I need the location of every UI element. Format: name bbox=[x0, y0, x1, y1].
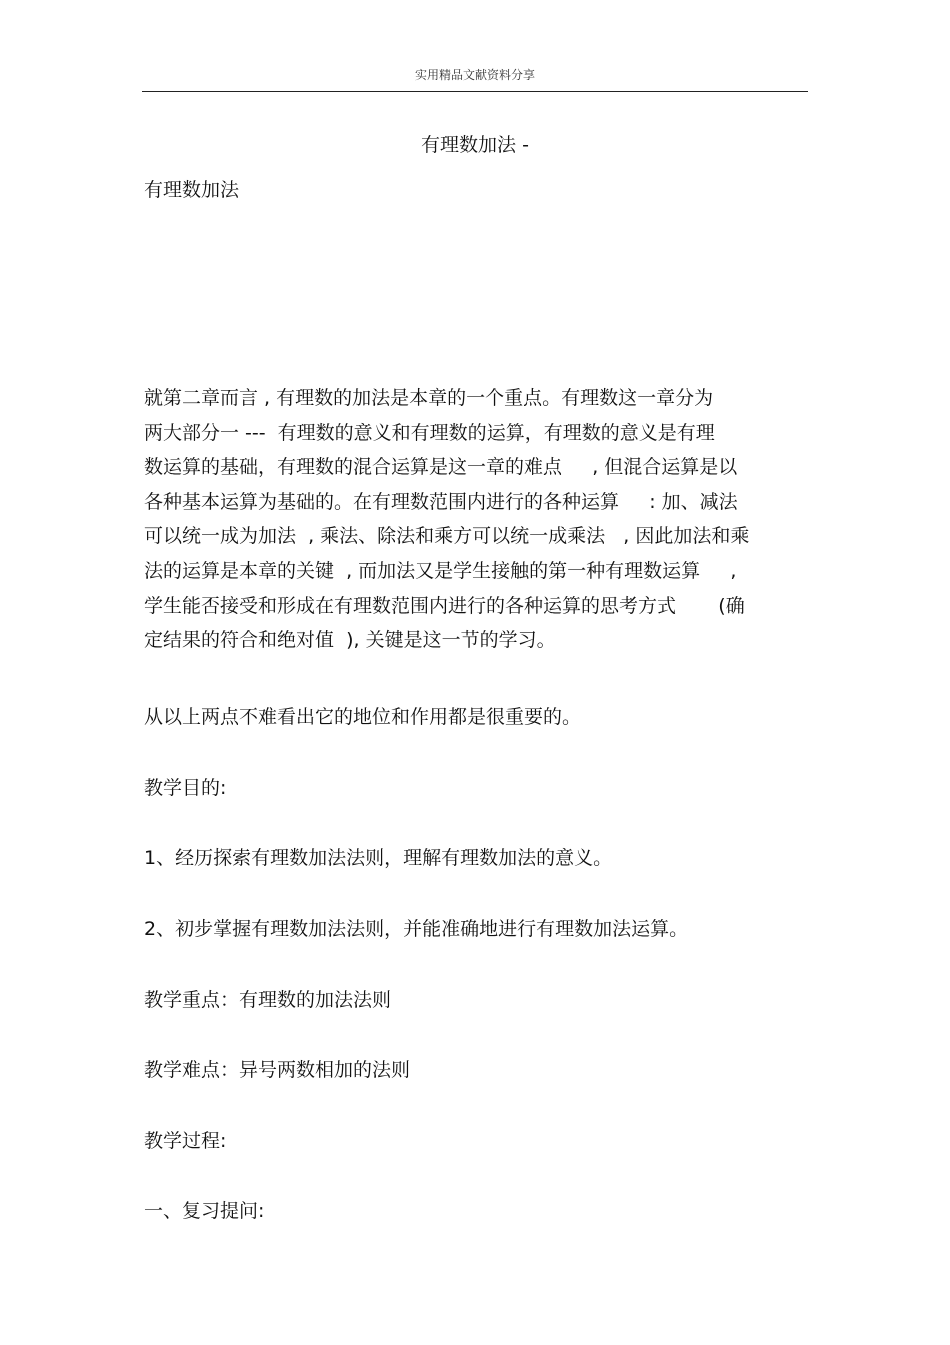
paragraph-line: 数运算的基础，有理数的混合运算是这一章的难点 , 但混合运算是以 bbox=[144, 456, 738, 479]
intro-paragraph bbox=[144, 383, 808, 660]
position-statement: 从以上两点不难看出它的地位和作用都是很重要的。 bbox=[144, 706, 582, 728]
document-subtitle: 有理数加法 bbox=[144, 179, 240, 201]
paragraph-line: 法的运算是本章的关键 , 而加法又是学生接触的第一种有理数运算 , bbox=[144, 559, 737, 582]
paragraph-line: 就第二章而言 , 有理数的加法是本章的一个重点。有理数这一章分为 bbox=[144, 387, 714, 409]
process-heading: 教学过程: bbox=[144, 1130, 227, 1152]
review-heading: 一、复习提问: bbox=[144, 1200, 265, 1222]
paragraph-line: 两大部分一 --- 有理数的意义和有理数的运算，有理数的意义是有理 bbox=[144, 421, 715, 444]
goal-item-1: 1、经历探索有理数加法法则，理解有理数加法的意义。 bbox=[144, 847, 613, 869]
difficulty-point: 教学难点：异号两数相加的法则 bbox=[144, 1059, 411, 1081]
paragraph-line: 各种基本运算为基础的。在有理数范围内进行的各种运算 : 加、减法 bbox=[144, 490, 738, 513]
goals-heading: 教学目的: bbox=[144, 777, 227, 799]
goal-item-2: 2、初步掌握有理数加法法则，并能准确地进行有理数加法运算。 bbox=[144, 918, 689, 940]
page-header: 实用精品文献资料分享 bbox=[414, 68, 535, 82]
header-divider bbox=[142, 91, 808, 92]
document-title: 有理数加法 - bbox=[421, 134, 529, 156]
paragraph-line: 定结果的符合和绝对值 ), 关键是这一节的学习。 bbox=[144, 629, 556, 652]
paragraph-line: 学生能否接受和形成在有理数范围内进行的各种运算的思考方式 (确 bbox=[144, 594, 745, 617]
paragraph-line: 可以统一成为加法 , 乘法、除法和乘方可以统一成乘法 , 因此加法和乘 bbox=[144, 525, 750, 548]
key-point: 教学重点：有理数的加法法则 bbox=[144, 989, 392, 1011]
